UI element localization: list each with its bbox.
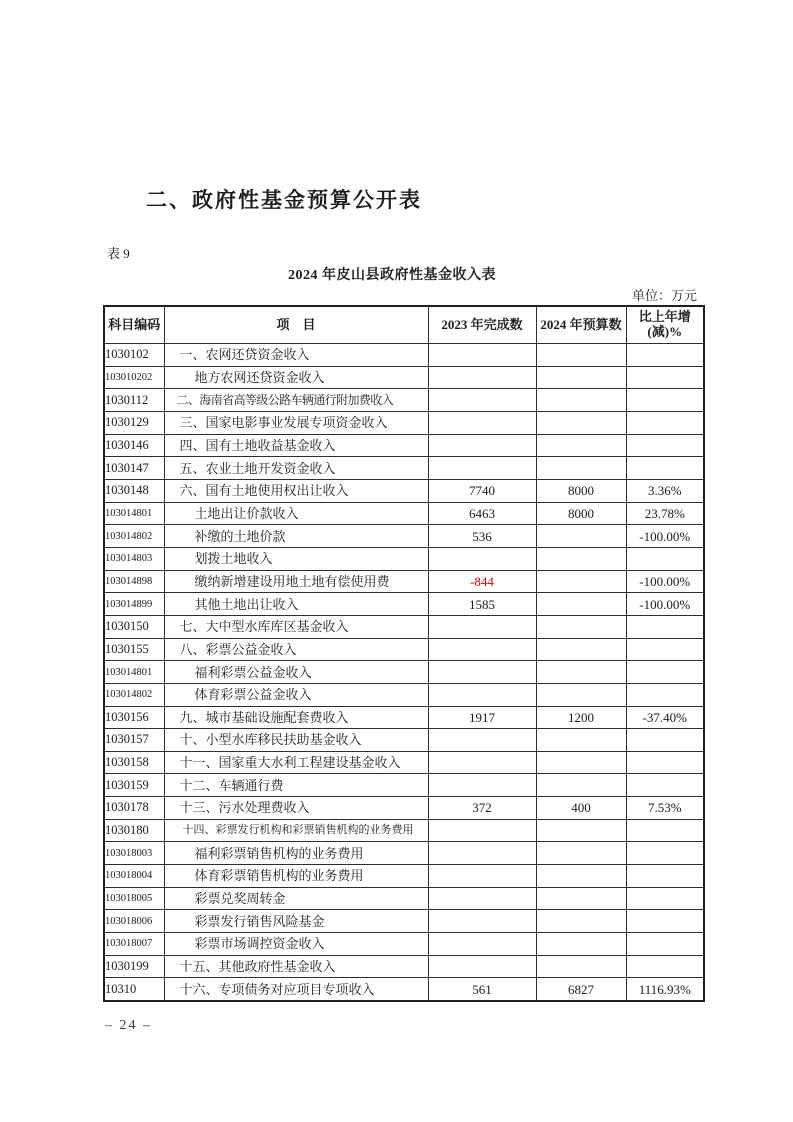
header-2024-budget: 2024 年预算数 — [536, 306, 626, 344]
budget-2024-cell — [536, 593, 626, 616]
subject-code-cell: 103018007 — [104, 933, 164, 956]
yoy-change-cell: 3.36% — [626, 479, 704, 502]
completed-2023-cell — [428, 933, 536, 956]
completed-2023-cell: -844 — [428, 570, 536, 593]
budget-2024-cell — [536, 865, 626, 888]
budget-2024-cell: 400 — [536, 797, 626, 820]
completed-2023-cell: 536 — [428, 525, 536, 548]
item-name-cell: 十二、车辆通行费 — [164, 774, 428, 797]
table-row — [104, 434, 704, 457]
completed-2023-cell — [428, 865, 536, 888]
item-name-cell: 缴纳新增建设用地土地有偿使用费 — [164, 570, 428, 593]
completed-2023-cell: 1585 — [428, 593, 536, 616]
budget-income-table — [103, 305, 705, 1002]
yoy-change-cell: -100.00% — [626, 593, 704, 616]
yoy-change-cell: -100.00% — [626, 525, 704, 548]
subject-code-cell: 103018005 — [104, 887, 164, 910]
yoy-change-cell — [626, 683, 704, 706]
yoy-change-cell — [626, 774, 704, 797]
budget-2024-cell — [536, 411, 626, 434]
yoy-change-cell — [626, 638, 704, 661]
item-name-cell: 八、彩票公益金收入 — [164, 638, 428, 661]
yoy-change-cell — [626, 389, 704, 412]
yoy-change-cell: 7.53% — [626, 797, 704, 820]
completed-2023-cell: 372 — [428, 797, 536, 820]
table-row — [104, 751, 704, 774]
yoy-change-cell — [626, 910, 704, 933]
budget-2024-cell: 8000 — [536, 479, 626, 502]
subject-code-cell: 103018003 — [104, 842, 164, 865]
budget-2024-cell — [536, 887, 626, 910]
budget-2024-cell: 8000 — [536, 502, 626, 525]
header-yoy-change — [626, 306, 704, 344]
subject-code-cell: 103018004 — [104, 865, 164, 888]
item-name-cell: 彩票市场调控资金收入 — [164, 933, 428, 956]
completed-2023-cell — [428, 434, 536, 457]
table-row — [104, 411, 704, 434]
table-row — [104, 366, 704, 389]
completed-2023-cell: 6463 — [428, 502, 536, 525]
yoy-change-cell — [626, 615, 704, 638]
item-name-cell: 补缴的土地价款 — [164, 525, 428, 548]
subject-code-cell: 103014802 — [104, 683, 164, 706]
table-row — [104, 344, 704, 367]
header-yoy-line2: (减)% — [647, 324, 683, 339]
item-name-cell: 十五、其他政府性基金收入 — [164, 955, 428, 978]
item-name-cell: 体育彩票销售机构的业务费用 — [164, 865, 428, 888]
subject-code-cell: 1030155 — [104, 638, 164, 661]
subject-code-cell: 1030112 — [104, 389, 164, 412]
item-name-cell: 福利彩票公益金收入 — [164, 661, 428, 684]
subject-code-cell: 103014898 — [104, 570, 164, 593]
yoy-change-cell — [626, 434, 704, 457]
budget-2024-cell: 1200 — [536, 706, 626, 729]
budget-table-header — [104, 306, 704, 344]
table-row — [104, 502, 704, 525]
yoy-change-cell — [626, 751, 704, 774]
yoy-change-cell: -37.40% — [626, 706, 704, 729]
budget-2024-cell — [536, 661, 626, 684]
subject-code-cell: 1030157 — [104, 729, 164, 752]
completed-2023-cell — [428, 366, 536, 389]
yoy-change-cell — [626, 887, 704, 910]
completed-2023-cell — [428, 887, 536, 910]
item-name-cell: 七、大中型水库库区基金收入 — [164, 615, 428, 638]
budget-2024-cell — [536, 457, 626, 480]
budget-2024-cell — [536, 434, 626, 457]
header-yoy-line1: 比上年增 — [638, 309, 691, 325]
budget-2024-cell — [536, 638, 626, 661]
budget-2024-cell — [536, 344, 626, 367]
yoy-change-cell — [626, 955, 704, 978]
completed-2023-cell: 1917 — [428, 706, 536, 729]
subject-code-cell: 1030102 — [104, 344, 164, 367]
completed-2023-cell — [428, 457, 536, 480]
subject-code-cell: 103014802 — [104, 525, 164, 548]
table-row — [104, 887, 704, 910]
item-name-cell: 一、农网还贷资金收入 — [164, 344, 428, 367]
header-item-name: 项 目 — [164, 306, 428, 344]
table-row — [104, 479, 704, 502]
subject-code-cell: 1030147 — [104, 457, 164, 480]
yoy-change-cell — [626, 729, 704, 752]
subject-code-cell: 1030129 — [104, 411, 164, 434]
subject-code-cell: 103014801 — [104, 661, 164, 684]
yoy-change-cell — [626, 344, 704, 367]
completed-2023-cell — [428, 729, 536, 752]
table-row — [104, 729, 704, 752]
table-row — [104, 683, 704, 706]
item-name-cell: 彩票发行销售风险基金 — [164, 910, 428, 933]
budget-2024-cell — [536, 774, 626, 797]
completed-2023-cell — [428, 411, 536, 434]
item-name-cell: 二、海南省高等级公路车辆通行附加费收入 — [164, 389, 428, 412]
subject-code-cell: 1030156 — [104, 706, 164, 729]
item-name-cell: 十四、彩票发行机构和彩票销售机构的业务费用 — [164, 819, 428, 842]
budget-2024-cell — [536, 615, 626, 638]
table-row — [104, 593, 704, 616]
item-name-cell: 地方农网还贷资金收入 — [164, 366, 428, 389]
yoy-change-cell — [626, 865, 704, 888]
table-number-label: 表 9 — [107, 246, 130, 261]
budget-table-body — [104, 344, 704, 1002]
item-name-cell: 四、国有土地收益基金收入 — [164, 434, 428, 457]
completed-2023-cell — [428, 819, 536, 842]
completed-2023-cell — [428, 547, 536, 570]
budget-2024-cell — [536, 751, 626, 774]
completed-2023-cell — [428, 910, 536, 933]
section-heading: 二、政府性基金预算公开表 — [146, 188, 422, 212]
subject-code-cell: 1030159 — [104, 774, 164, 797]
subject-code-cell: 103010202 — [104, 366, 164, 389]
table-row — [104, 661, 704, 684]
table-row — [104, 819, 704, 842]
item-name-cell: 六、国有土地使用权出让收入 — [164, 479, 428, 502]
completed-2023-cell — [428, 751, 536, 774]
subject-code-cell: 1030199 — [104, 955, 164, 978]
yoy-change-cell — [626, 547, 704, 570]
item-name-cell: 五、农业土地开发资金收入 — [164, 457, 428, 480]
header-2023-completed: 2023 年完成数 — [428, 306, 536, 344]
completed-2023-cell — [428, 774, 536, 797]
subject-code-cell: 10310 — [104, 978, 164, 1001]
subject-code-cell: 1030158 — [104, 751, 164, 774]
table-row — [104, 615, 704, 638]
item-name-cell: 三、国家电影事业发展专项资金收入 — [164, 411, 428, 434]
item-name-cell: 体育彩票公益金收入 — [164, 683, 428, 706]
completed-2023-cell — [428, 389, 536, 412]
page-number: – 24 – — [105, 1018, 152, 1033]
completed-2023-cell — [428, 615, 536, 638]
table-row — [104, 706, 704, 729]
subject-code-cell: 103014899 — [104, 593, 164, 616]
header-subject-code: 科目编码 — [104, 306, 164, 344]
subject-code-cell: 1030146 — [104, 434, 164, 457]
yoy-change-cell: 1116.93% — [626, 978, 704, 1001]
yoy-change-cell — [626, 411, 704, 434]
yoy-change-cell — [626, 661, 704, 684]
subject-code-cell: 103018006 — [104, 910, 164, 933]
completed-2023-cell — [428, 638, 536, 661]
subject-code-cell: 1030148 — [104, 479, 164, 502]
completed-2023-cell — [428, 683, 536, 706]
item-name-cell: 十六、专项债务对应项目专项收入 — [164, 978, 428, 1001]
table-row — [104, 547, 704, 570]
budget-2024-cell — [536, 366, 626, 389]
budget-2024-cell — [536, 933, 626, 956]
table-row — [104, 638, 704, 661]
completed-2023-cell — [428, 344, 536, 367]
completed-2023-cell — [428, 955, 536, 978]
budget-2024-cell — [536, 910, 626, 933]
table-row — [104, 774, 704, 797]
budget-2024-cell — [536, 570, 626, 593]
subject-code-cell: 103014801 — [104, 502, 164, 525]
subject-code-cell: 1030150 — [104, 615, 164, 638]
yoy-change-cell — [626, 842, 704, 865]
table-title: 2024 年皮山县政府性基金收入表 — [288, 268, 496, 283]
yoy-change-cell — [626, 819, 704, 842]
budget-2024-cell — [536, 389, 626, 412]
item-name-cell: 十三、污水处理费收入 — [164, 797, 428, 820]
budget-2024-cell — [536, 525, 626, 548]
completed-2023-cell: 7740 — [428, 479, 536, 502]
table-row — [104, 842, 704, 865]
item-name-cell: 划拨土地收入 — [164, 547, 428, 570]
budget-2024-cell — [536, 547, 626, 570]
table-row — [104, 457, 704, 480]
subject-code-cell: 103014803 — [104, 547, 164, 570]
item-name-cell: 土地出让价款收入 — [164, 502, 428, 525]
table-row — [104, 570, 704, 593]
item-name-cell: 其他土地出让收入 — [164, 593, 428, 616]
budget-2024-cell — [536, 683, 626, 706]
yoy-change-cell — [626, 933, 704, 956]
budget-2024-cell: 6827 — [536, 978, 626, 1001]
item-name-cell: 十、小型水库移民扶助基金收入 — [164, 729, 428, 752]
budget-2024-cell — [536, 819, 626, 842]
table-row — [104, 865, 704, 888]
completed-2023-cell — [428, 842, 536, 865]
yoy-change-cell: -100.00% — [626, 570, 704, 593]
completed-2023-cell: 561 — [428, 978, 536, 1001]
completed-2023-cell — [428, 661, 536, 684]
item-name-cell: 九、城市基础设施配套费收入 — [164, 706, 428, 729]
yoy-change-cell: 23.78% — [626, 502, 704, 525]
item-name-cell: 十一、国家重大水利工程建设基金收入 — [164, 751, 428, 774]
subject-code-cell: 1030178 — [104, 797, 164, 820]
table-row — [104, 910, 704, 933]
table-row — [104, 797, 704, 820]
item-name-cell: 彩票兑奖周转金 — [164, 887, 428, 910]
yoy-change-cell — [626, 457, 704, 480]
table-row — [104, 955, 704, 978]
table-row — [104, 389, 704, 412]
header-row — [104, 306, 704, 344]
yoy-change-cell — [626, 366, 704, 389]
item-name-cell: 福利彩票销售机构的业务费用 — [164, 842, 428, 865]
budget-2024-cell — [536, 729, 626, 752]
table-row — [104, 933, 704, 956]
unit-note: 单位：万元 — [631, 288, 697, 303]
subject-code-cell: 1030180 — [104, 819, 164, 842]
table-row — [104, 525, 704, 548]
budget-2024-cell — [536, 955, 626, 978]
table-row — [104, 978, 704, 1001]
budget-2024-cell — [536, 842, 626, 865]
